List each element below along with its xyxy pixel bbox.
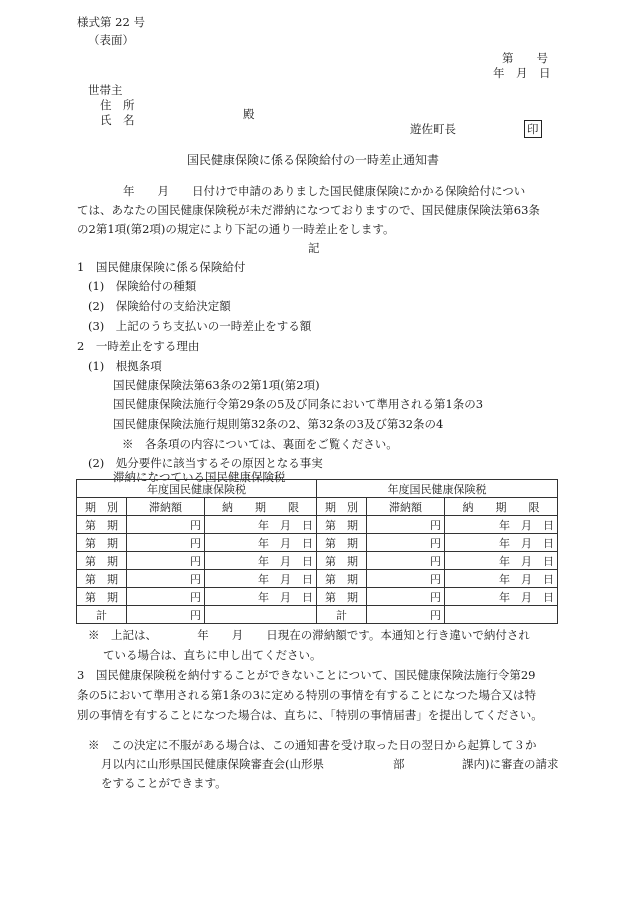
table-row bbox=[77, 570, 558, 588]
col-amount: 滞納額 bbox=[367, 498, 445, 516]
table-group-header-left: 年度国民健康保険税 bbox=[77, 480, 317, 498]
section1-item-2: (2) 保険給付の支給決定額 bbox=[88, 299, 231, 313]
table-row bbox=[77, 516, 558, 534]
appeal-line-3: をすることができます。 bbox=[101, 776, 227, 790]
table-row bbox=[77, 534, 558, 552]
address-label: 住 所 bbox=[100, 98, 135, 112]
body-line-2: ては、あなたの国民健康保険税が未だ滞納になつておりますので、国民健康保険法第63条 bbox=[77, 203, 540, 217]
section3-line-3: 別の事情を有することになつた場合は、直ちに、「特別の事情届書」を提出してください。 bbox=[77, 708, 543, 722]
period-cell: 第 期 bbox=[317, 552, 367, 570]
delinquent-tax-table bbox=[76, 479, 558, 624]
issuer-name: 遊佐町長 bbox=[410, 122, 456, 136]
total-amount: 円 bbox=[127, 606, 205, 624]
table-note-line-2: ている場合は、直ちに申し出てください。 bbox=[103, 648, 322, 662]
table-group-header-right: 年度国民健康保険税 bbox=[317, 480, 558, 498]
law-note: ※ 各条項の内容については、裏面をご覧ください。 bbox=[122, 437, 398, 451]
section3-line-1: 3 国民健康保険税を納付することができないことについて、国民健康保険法施行令第29 bbox=[77, 668, 536, 682]
period-cell: 第 期 bbox=[77, 516, 127, 534]
addressee-heading: 世帯主 bbox=[88, 83, 123, 97]
table-row bbox=[77, 552, 558, 570]
period-cell: 第 期 bbox=[77, 588, 127, 606]
seal-mark: 印 bbox=[524, 120, 542, 138]
document-number: 第 号 bbox=[502, 51, 548, 65]
deadline-cell: 年 月 日 bbox=[205, 534, 317, 552]
deadline-cell: 年 月 日 bbox=[445, 552, 558, 570]
deadline-cell: 年 月 日 bbox=[205, 552, 317, 570]
amount-cell: 円 bbox=[127, 552, 205, 570]
amount-cell: 円 bbox=[367, 552, 445, 570]
section3-line-2: 条の5において準用される第1条の3に定める特別の事情を有することになつた場合又は特 bbox=[77, 688, 536, 702]
deadline-cell: 年 月 日 bbox=[205, 570, 317, 588]
amount-cell: 円 bbox=[367, 588, 445, 606]
period-cell: 第 期 bbox=[317, 570, 367, 588]
deadline-cell: 年 月 日 bbox=[445, 534, 558, 552]
period-cell: 第 期 bbox=[77, 534, 127, 552]
law-line-3: 国民健康保険法施行規則第32条の2、第32条の3及び第32条の4 bbox=[113, 417, 444, 431]
amount-cell: 円 bbox=[367, 570, 445, 588]
section2-title: 2 一時差止をする理由 bbox=[77, 339, 200, 353]
page-side-label: （表面） bbox=[88, 33, 134, 47]
name-label: 氏 名 bbox=[100, 113, 135, 127]
issue-date: 年 月 日 bbox=[493, 66, 551, 80]
period-cell: 第 期 bbox=[317, 588, 367, 606]
section1-item-1: (1) 保険給付の種類 bbox=[88, 279, 197, 293]
document-title: 国民健康保険に係る保険給付の一時差止通知書 bbox=[187, 153, 440, 167]
deadline-cell: 年 月 日 bbox=[445, 570, 558, 588]
amount-cell: 円 bbox=[367, 516, 445, 534]
section1-title: 1 国民健康保険に係る保険給付 bbox=[77, 260, 246, 274]
table-row bbox=[77, 588, 558, 606]
period-cell: 第 期 bbox=[317, 516, 367, 534]
total-blank bbox=[445, 606, 558, 624]
col-period: 期 別 bbox=[77, 498, 127, 516]
honorific: 殿 bbox=[243, 107, 255, 121]
appeal-line-2: 月以内に山形県国民健康保険審査会(山形県 部 課内)に審査の請求 bbox=[101, 757, 559, 771]
col-period: 期 別 bbox=[317, 498, 367, 516]
total-label: 計 bbox=[77, 606, 127, 624]
amount-cell: 円 bbox=[127, 516, 205, 534]
deadline-cell: 年 月 日 bbox=[205, 588, 317, 606]
law-line-2: 国民健康保険法施行令第29条の5及び同条において準用される第1条の3 bbox=[113, 397, 484, 411]
delinquent-tax-label: 滞納になつている国民健康保険税 bbox=[113, 470, 286, 484]
amount-cell: 円 bbox=[127, 534, 205, 552]
ki-marker: 記 bbox=[308, 241, 320, 255]
body-line-1: 年 月 日付けで申請のありました国民健康保険にかかる保険給付につい bbox=[77, 184, 526, 198]
amount-cell: 円 bbox=[127, 570, 205, 588]
total-amount: 円 bbox=[367, 606, 445, 624]
deadline-cell: 年 月 日 bbox=[205, 516, 317, 534]
total-label: 計 bbox=[317, 606, 367, 624]
table-note-line-1: ※ 上記は、 年 月 日現在の滞納額です。本通知と行き違いで納付され bbox=[88, 628, 530, 642]
total-blank bbox=[205, 606, 317, 624]
deadline-cell: 年 月 日 bbox=[445, 588, 558, 606]
col-amount: 滞納額 bbox=[127, 498, 205, 516]
form-number: 様式第 22 号 bbox=[77, 15, 145, 29]
amount-cell: 円 bbox=[127, 588, 205, 606]
deadline-cell: 年 月 日 bbox=[445, 516, 558, 534]
period-cell: 第 期 bbox=[77, 570, 127, 588]
section1-item-3: (3) 上記のうち支払いの一時差止をする額 bbox=[88, 319, 312, 333]
period-cell: 第 期 bbox=[77, 552, 127, 570]
body-line-3: の2第1項(第2項)の規定により下記の通り一時差止をします。 bbox=[77, 222, 395, 236]
law-line-1: 国民健康保険法第63条の2第1項(第2項) bbox=[113, 378, 320, 392]
period-cell: 第 期 bbox=[317, 534, 367, 552]
amount-cell: 円 bbox=[367, 534, 445, 552]
col-deadline: 納 期 限 bbox=[445, 498, 558, 516]
section2-sub1: (1) 根拠条項 bbox=[88, 359, 162, 373]
section2-sub2: (2) 処分要件に該当するその原因となる事実 bbox=[88, 456, 323, 470]
col-deadline: 納 期 限 bbox=[205, 498, 317, 516]
appeal-line-1: ※ この決定に不服がある場合は、この通知書を受け取った日の翌日から起算して３か bbox=[88, 738, 537, 752]
